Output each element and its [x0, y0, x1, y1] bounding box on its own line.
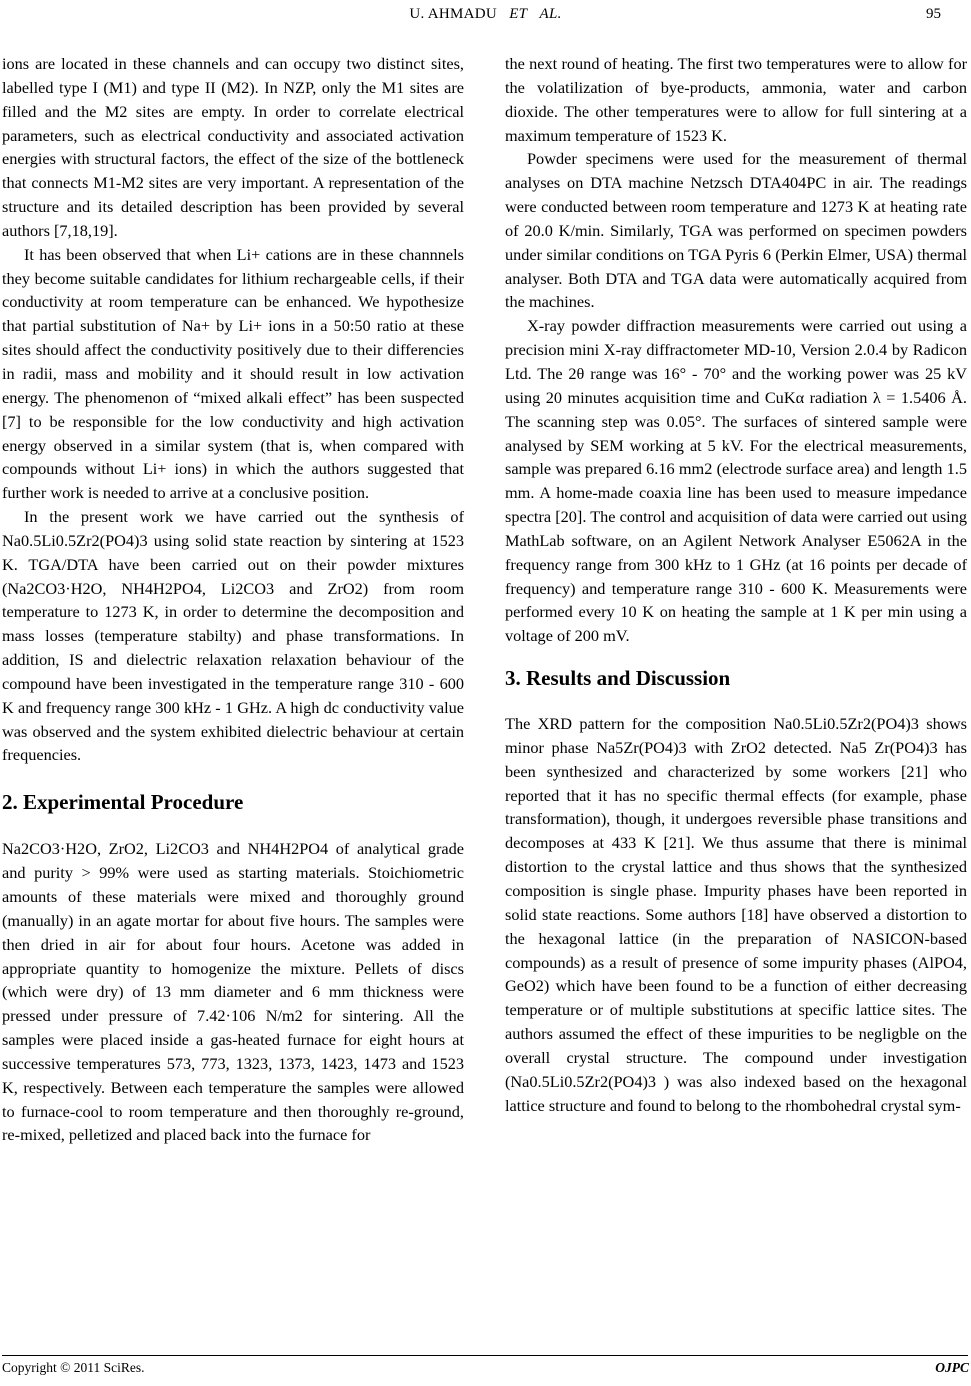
section-heading-results: 3. Results and Discussion: [505, 666, 731, 691]
right-paragraph-4: The XRD pattern for the composition Na0.5Li0.5Zr2(PO4)3 shows minor phase Na5Zr(PO4)3 with ZrO2 detected. Na5 Zr(PO4)3 has been synthesized and characterized by some workers [21] who reported that it has no specific thermal effects (for example, phase transformation), though, it undergoes reversible phase transitions and decomposes at 433 K [21]. We thus assume that there is minimal distortion to the crystal lattice and thus shows that the synthesized composition is single phase. Impurity phases have been reported in solid state reactions. Some authors [18] have observed a distortion to the hexagonal lattice (in the preparation of NASICON-based compounds) as a result of presence of some impurity phases (AlPO4, GeO2) which have been found to be a function of either decreasing temperature or of multiple substitutions at specific lattice sites. The authors assumed the effect of these impurities to be negligble on the overall crystal structure. The compound under investigation (Na0.5Li0.5Zr2(PO4)3 ) was also indexed based on the hexagonal lattice structure and found to belong to the rhombohedral crystal sym-: [505, 714, 967, 1115]
footer-rule: [2, 1355, 968, 1356]
al-label: AL.: [539, 6, 562, 22]
running-head: [0, 6, 971, 30]
copyright-notice: Copyright © 2011 SciRes.: [2, 1360, 145, 1375]
page-number: 95: [926, 6, 941, 22]
right-paragraph-1: the next round of heating. The first two temperatures were to allow for the volatilization of bye-products, ammonia, water and carbon dioxide. The other temperatures were to allow for full sintering at a maximum temperature of 1523 K.: [505, 54, 967, 145]
author-name: U. AHMADU: [409, 6, 498, 22]
et-label: ET: [509, 6, 528, 22]
running-head-title: [0, 6, 971, 23]
left-column: [2, 52, 464, 1147]
left-paragraph-3: In the present work we have carried out the synthesis of Na0.5Li0.5Zr2(PO4)3 using solid state reaction by sintering at 1523 K. TGA/DTA have been carried out on their powder mixtures (Na2CO3·H2O, NH4H2PO4, Li2CO3 and ZrO2) from room temperature to 1273 K, in order to determine the decomposition and mass losses (temperature stabilty) and phase transformations. In addition, IS and dielectric relaxation relaxation behaviour of the compound have been investigated in the temperature range 310 - 600 K and frequency range 300 kHz - 1 GHz. A high dc conductivity value was observed and the system exhibited dielectric behaviour at certain frequencies.: [2, 507, 464, 765]
right-paragraph-2: Powder specimens were used for the measurement of thermal analyses on DTA machine Netzsch DTA404PC in air. The readings were conducted between room temperature and 1273 K at heating rate of 20.0 K/min. Similarly, TGA was performed on specimen powders under similar conditions on TGA Pyris 6 (Perkin Elmer, USA) thermal analyser. Both DTA and TGA data were automatically acquired from the machines.: [505, 149, 967, 312]
right-column: [505, 52, 967, 1117]
left-paragraph-1: ions are located in these channels and can occupy two distinct sites, labelled type I (M1) and type II (M2). In NZP, only the M1 sites are filled and the M2 sites are empty. In order to correlate electrical parameters, such as electrical conductivity and associated activation energies with structural factors, the effect of the size of the bottleneck that connects M1-M2 sites are very important. A representation of the structure and its detailed description has been provided by several authors [7,18,19].: [2, 54, 464, 240]
right-paragraph-3: X-ray powder diffraction measurements were carried out using a precision mini X-ray diffractometer MD-10, Version 2.0.4 by Radicon Ltd. The 2θ range was 16° - 70° and the working power was 25 kV using 20 minutes acquisition time and CuKα radiation λ = 1.5406 Å. The scanning step was 0.05°. The surfaces of sintered sample were analysed by SEM working at 5 kV. For the electrical measurements, sample was prepared 6.16 mm2 (electrode surface area) and length 1.5 mm. A home-made coaxia line has been used to measure impedance spectra [20]. The control and acquisition of data were carried out using MathLab software, on an Agilent Network Analyser E5062A in the frequency range from 300 kHz to 1 GHz (at 16 points per decade of frequency) and temperature range 310 - 600 K. Measurements were performed every 10 K on heating the sample at 1 K per min using a voltage of 200 mV.: [505, 316, 967, 646]
left-paragraph-4: Na2CO3·H2O, ZrO2, Li2CO3 and NH4H2PO4 of analytical grade and purity > 99% were used as starting materials. Stoichiometric amounts of these materials were mixed and thoroughly ground (manually) in an agate mortar for about five hours. The samples were then dried in air for about four hours. Acetone was added in appropriate quantity to homogenize the mixture. Pellets of discs (which were dry) of 13 mm diameter and 6 mm thickness were pressed under pressure of 7.42·106 N/m2 for sintering. All the samples were placed inside a gas-heated furnace for eight hours at successive temperatures 573, 773, 1323, 1373, 1423, 1473 and 1523 K, respectively. Between each temperature the samples were allowed to furnace-cool to room temperature and then thoroughly re-ground, re-mixed, pelletized and placed back into the furnace for: [2, 839, 464, 1145]
journal-abbreviation: OJPC: [935, 1360, 969, 1375]
left-paragraph-2: It has been observed that when Li+ cations are in these channnels they become suitable candidates for lithium rechargeable cells, if their conductivity at room temperature can be enhanced. We hypothesize that partial substitution of Na+ by Li+ ions in a 50:50 ratio at these sites should affect the conductivity positively due to their differencies in radii, mass and mobility and it should result in low activation energy. The phenomenon of “mixed alkali effect” has been suspected [7] to be responsible for the low conductivity and high activation energy observed in a similar system (that is, when compared with compounds without Li+ ions) in which the authors suggested that further work is needed to arrive at a conclusive position.: [2, 244, 464, 503]
section-heading-experimental: 2. Experimental Procedure: [2, 790, 244, 815]
